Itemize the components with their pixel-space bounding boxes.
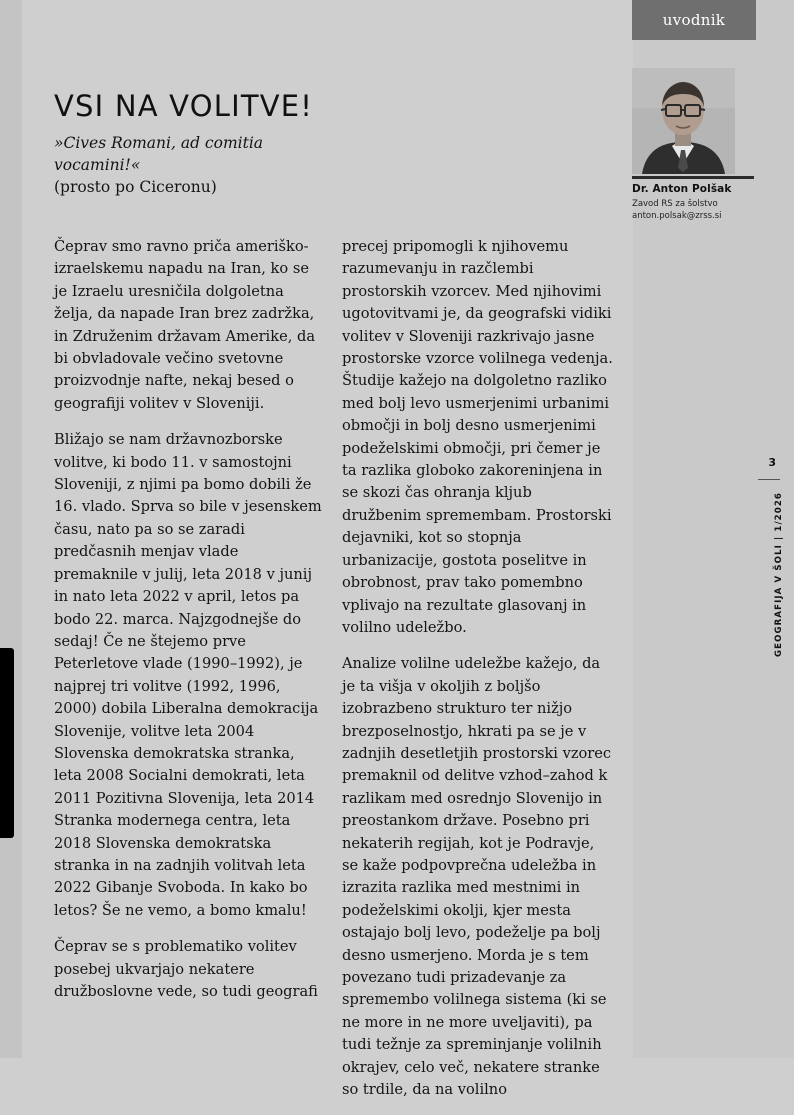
paragraph: Analize volilne udeležbe kažejo, da je ta višja v okoljih z boljšo izobrazbeno strukturo ter nižjo brezposelnostjo, hkrati pa se je v zadnjih desetletjih prostorski vzorec premaknil od delitve vzhod–zahod k razlikam med osrednjo Slovenijo in preostankom države. Posebno pri nekaterih regijah, kot je Podravje, se kaže podpovprečna udeležba in izrazita razlika med mestnimi in podeželskimi okolji, kjer mesta ostajajo bolj levo, podeželje pa bolj desno usmerjeno. Morda je s tem povezano tudi prizadevanje za spremembo volilnega sistema (ki se ne more in ne more uveljaviti), pa tudi težnje za spreminjanje volilnih okrajev, celo več, nekatere stranke so trdile, da na volilno (342, 655, 612, 1099)
paragraph: precej pripomogli k njihovemu razumevanju in razčlembi prostorskih vzorcev. Med njihovimi ugotovitvami je, da geografski vidiki volitev v Sloveniji razkrivajo jasne prostorske vzorce volilnega vedenja. Študije kažejo na dolgoletno razliko med bolj levo usmerjenimi urbanimi območji in bolj desno usmerjenimi podeželskimi območji, pri čemer je ta razlika globoko zakoreninjena in se skozi čas ohranja kljub družbenim spremembam. Prostorski dejavniki, kot so stopnja urbanizacije, gostota poselitve in obrobnost, prav tako pomembno vplivajo na rezultate glasovanj in volilno udeležbo. (342, 238, 613, 636)
folio-divider (758, 479, 780, 480)
author-organization: Zavod RS za šolstvo (632, 199, 718, 209)
left-edge-strip (0, 0, 22, 1058)
paragraph: Čeprav se s problematiko volitev posebej ukvarjajo nekatere družboslovne vede, so tudi geografi (54, 938, 318, 1000)
article-subtitle (54, 132, 354, 198)
left-edge-tab (0, 648, 14, 838)
author-photo (632, 68, 735, 174)
portrait-icon (632, 68, 735, 174)
publication-label: GEOGRAFIJA V ŠOLI | 1/2026 (774, 492, 784, 658)
paragraph: Bližajo se nam državnozborske volitve, ki bodo 11. v samostojni Sloveniji, z njimi pa bomo dobili že 16. vlado. Sprva so bile v jesenskem času, nato pa so se zaradi predčasnih menjav vlade premaknile v julij, leta 2018 v junij in nato leta 2022 v april, letos pa bodo 22. marca. Najzgodnejše do sedaj! Če ne štejemo prve Peterletove vlade (1990–1992), je najprej tri volitve (1992, 1996, 2000) dobila Liberalna demokracija Slovenije, volitve leta 2004 Slovenska demokratska stranka, leta 2008 Socialni demokrati, leta 2011 Pozitivna Slovenija, leta 2014 Stranka modernega centra, leta 2018 Slovenska demokratska stranka in na zadnjih volitvah leta 2022 Gibanje Svoboda. In kako bo letos? Še ne vemo, a bomo kmalu! (54, 431, 322, 919)
author-email[interactable]: anton.polsak@zrss.si (632, 211, 722, 221)
paragraph: Čeprav smo ravno priča ameriško-izraelskemu napadu na Iran, ko se je Izraelu uresničila dolgoletna želja, da napade Iran brez zadržka, in Združenim državam Amerike, da bi obvladovale večino svetovne proizvodnje nafte, nekaj besed o geografiji volitev v Sloveniji. (54, 238, 316, 412)
page-number: 3 (768, 456, 776, 469)
body-column-right (342, 236, 614, 1115)
subtitle-quote: »Cives Romani, ad comitia vocamini!« (54, 134, 264, 174)
section-tag: uvodnik (632, 0, 756, 40)
author-name: Dr. Anton Polšak (632, 183, 732, 195)
page-title: VSI NA VOLITVE! (54, 89, 314, 124)
body-column-left (54, 236, 326, 1017)
subtitle-source: (prosto po Ciceronu) (54, 178, 217, 196)
author-divider (632, 176, 754, 179)
